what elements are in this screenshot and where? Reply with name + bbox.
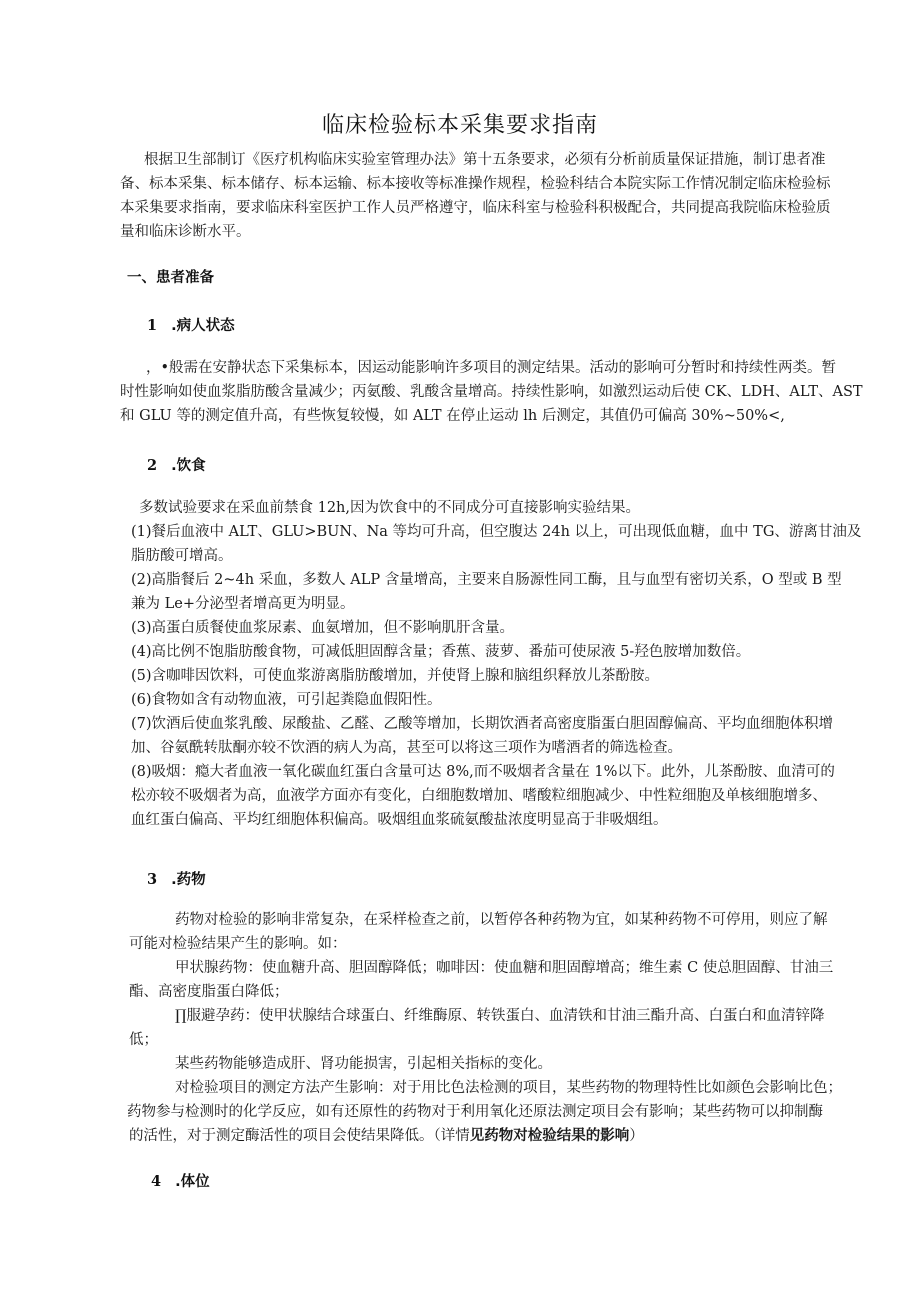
paragraph-line: 对检验项目的测定方法产生影响：对于用比色法检测的项目，某些药物的物理特性比如颜色会影响比色；	[175, 1080, 842, 1096]
subsection-heading-diet	[147, 454, 206, 475]
diet-item-7: (7)饮酒后使血浆乳酸、尿酸盐、乙醛、乙酸等增加，长期饮酒者高密度脂蛋白胆固醇偏高、平均血细胞体积增	[131, 716, 834, 732]
subsection-number: 1	[147, 317, 158, 334]
reference-end-text: ）	[629, 1128, 644, 1144]
diet-item-2-cont: 兼为 Le+分泌型者增高更为明显。	[131, 596, 355, 612]
subsection-number: 4	[151, 1173, 162, 1190]
paragraph-line: 低；	[129, 1032, 158, 1048]
diet-item-1-cont: 脂肪酸可增高。	[131, 548, 233, 564]
diet-item-7-cont: 加、谷氨酰转肽酮亦较不饮酒的病人为高，甚至可以将这三项作为嗜酒者的筛选检查。	[131, 740, 682, 756]
paragraph-line: 药物参与检测时的化学反应，如有还原性的药物对于利用氧化还原法测定项目会有影响；某些药物可以抑制酶	[127, 1104, 823, 1120]
subsection-title: .体位	[175, 1174, 210, 1190]
diet-item-3: (3)高蛋白质餐使血浆尿素、血氨增加，但不影响肌肝含量。	[131, 620, 515, 636]
subsection-heading-drugs	[147, 868, 206, 889]
diet-item-5: (5)含咖啡因饮料，可使血浆游离脂肪酸增加，并使肾上腺和脑组织释放儿茶酚胺。	[131, 668, 660, 684]
paragraph-line: 某些药物能够造成肝、肾功能损害，引起相关指标的变化。	[175, 1056, 552, 1072]
paragraph-line: ∏服避孕药：使甲状腺结合球蛋白、纤维酶原、转铁蛋白、血清铁和甘油三酯升高、白蛋白和血清锌降	[175, 1008, 825, 1024]
paragraph-line: ，•般需在安静状态下采集标本，因运动能影响许多项目的测定结果。活动的影响可分暂时和持续性两类。暂	[146, 360, 837, 376]
intro-line: 备、标本采集、标本储存、标本运输、标本接收等标准操作规程，检验科结合本院实际工作情况制定临床检验标	[120, 176, 831, 192]
diet-paragraph	[131, 496, 901, 832]
patient-state-paragraph	[120, 356, 890, 428]
diet-item-2: (2)高脂餐后 2~4h 采血，多数人 ALP 含量增高，主要来自肠源性同工酶，且与血型有密切关系，O 型或 B 型	[131, 572, 842, 588]
document-title: 临床检验标本采集要求指南	[321, 113, 598, 138]
section-heading-patient-prep: 一、患者准备	[127, 270, 214, 286]
intro-paragraph	[120, 148, 890, 244]
paragraph-line-with-reference	[129, 1124, 899, 1148]
intro-line: 量和临床诊断水平。	[120, 224, 251, 240]
reference-lead-text: 的活性，对于测定酶活性的项目会使结果降低。（详情	[129, 1128, 470, 1144]
subsection-heading-posture	[151, 1170, 210, 1191]
diet-item-4: (4)高比例不饱脂肪酸食物，可减低胆固醇含量；香蕉、菠萝、番茄可使尿液 5-羟色胺增加数倍。	[131, 644, 751, 660]
reference-link[interactable]: 见药物对检验结果的影响	[469, 1128, 630, 1144]
intro-line: 本采集要求指南，要求临床科室医护工作人员严格遵守，临床科室与检验科积极配合，共同提高我院临床检验质	[120, 200, 831, 216]
subsection-heading-patient-state	[147, 314, 235, 335]
paragraph-line: 多数试验要求在采血前禁食 12h,因为饮食中的不同成分可直接影响实验结果。	[139, 500, 641, 516]
subsection-title: .药物	[171, 872, 206, 888]
subsection-number: 2	[147, 457, 158, 474]
paragraph-line: 药物对检验的影响非常复杂，在采样检查之前，以暂停各种药物为宜，如某种药物不可停用，则应了解	[175, 912, 828, 928]
diet-item-8-cont: 血红蛋白偏高、平均红细胞体积偏高。吸烟组血浆硫氨酸盐浓度明显高于非吸烟组。	[131, 812, 668, 828]
diet-item-8: (8)吸烟：瘾大者血液一氧化碳血红蛋白含量可达 8%,而不吸烟者含量在 1%以下。此外，儿茶酚胺、血清可的	[131, 764, 835, 780]
paragraph-line: 酯、高密度脂蛋白降低；	[129, 984, 289, 1000]
paragraph-line: 和 GLU 等的测定值升高，有些恢复较慢，如 ALT 在停止运动 lh 后测定，其值仍可偏高 30%~50%<,	[120, 408, 785, 424]
subsection-number: 3	[147, 871, 158, 888]
subsection-title: .饮食	[171, 458, 206, 474]
diet-item-8-cont: 松亦较不吸烟者为高，血液学方面亦有变化，白细胞数增加、嗜酸粒细胞减少、中性粒细胞及单核细胞增多、	[131, 788, 827, 804]
paragraph-line: 甲状腺药物：使血糖升高、胆固醇降低；咖啡因：使血糖和胆固醇增高；维生素 C 使总胆固醇、甘油三	[175, 960, 834, 976]
paragraph-line: 时性影响如使血浆脂肪酸含量减少；丙氨酸、乳酸含量增高。持续性影响，如激烈运动后使 CK、LDH、ALT、AST	[120, 384, 863, 400]
drugs-paragraph	[129, 908, 899, 1148]
diet-item-1: (1)餐后血液中 ALT、GLU>BUN、Na 等均可升高，但空腹达 24h 以上，可出现低血糖，血中 TG、游离甘油及	[131, 524, 862, 540]
subsection-title: .病人状态	[171, 318, 235, 334]
paragraph-line: 可能对检验结果产生的影响。如：	[129, 936, 347, 952]
intro-line: 根据卫生部制订《医疗机构临床实验室管理办法》第十五条要求，必须有分析前质量保证措施，制订患者准	[144, 152, 826, 168]
diet-item-6: (6)食物如含有动物血液，可引起粪隐血假阳性。	[131, 692, 442, 708]
